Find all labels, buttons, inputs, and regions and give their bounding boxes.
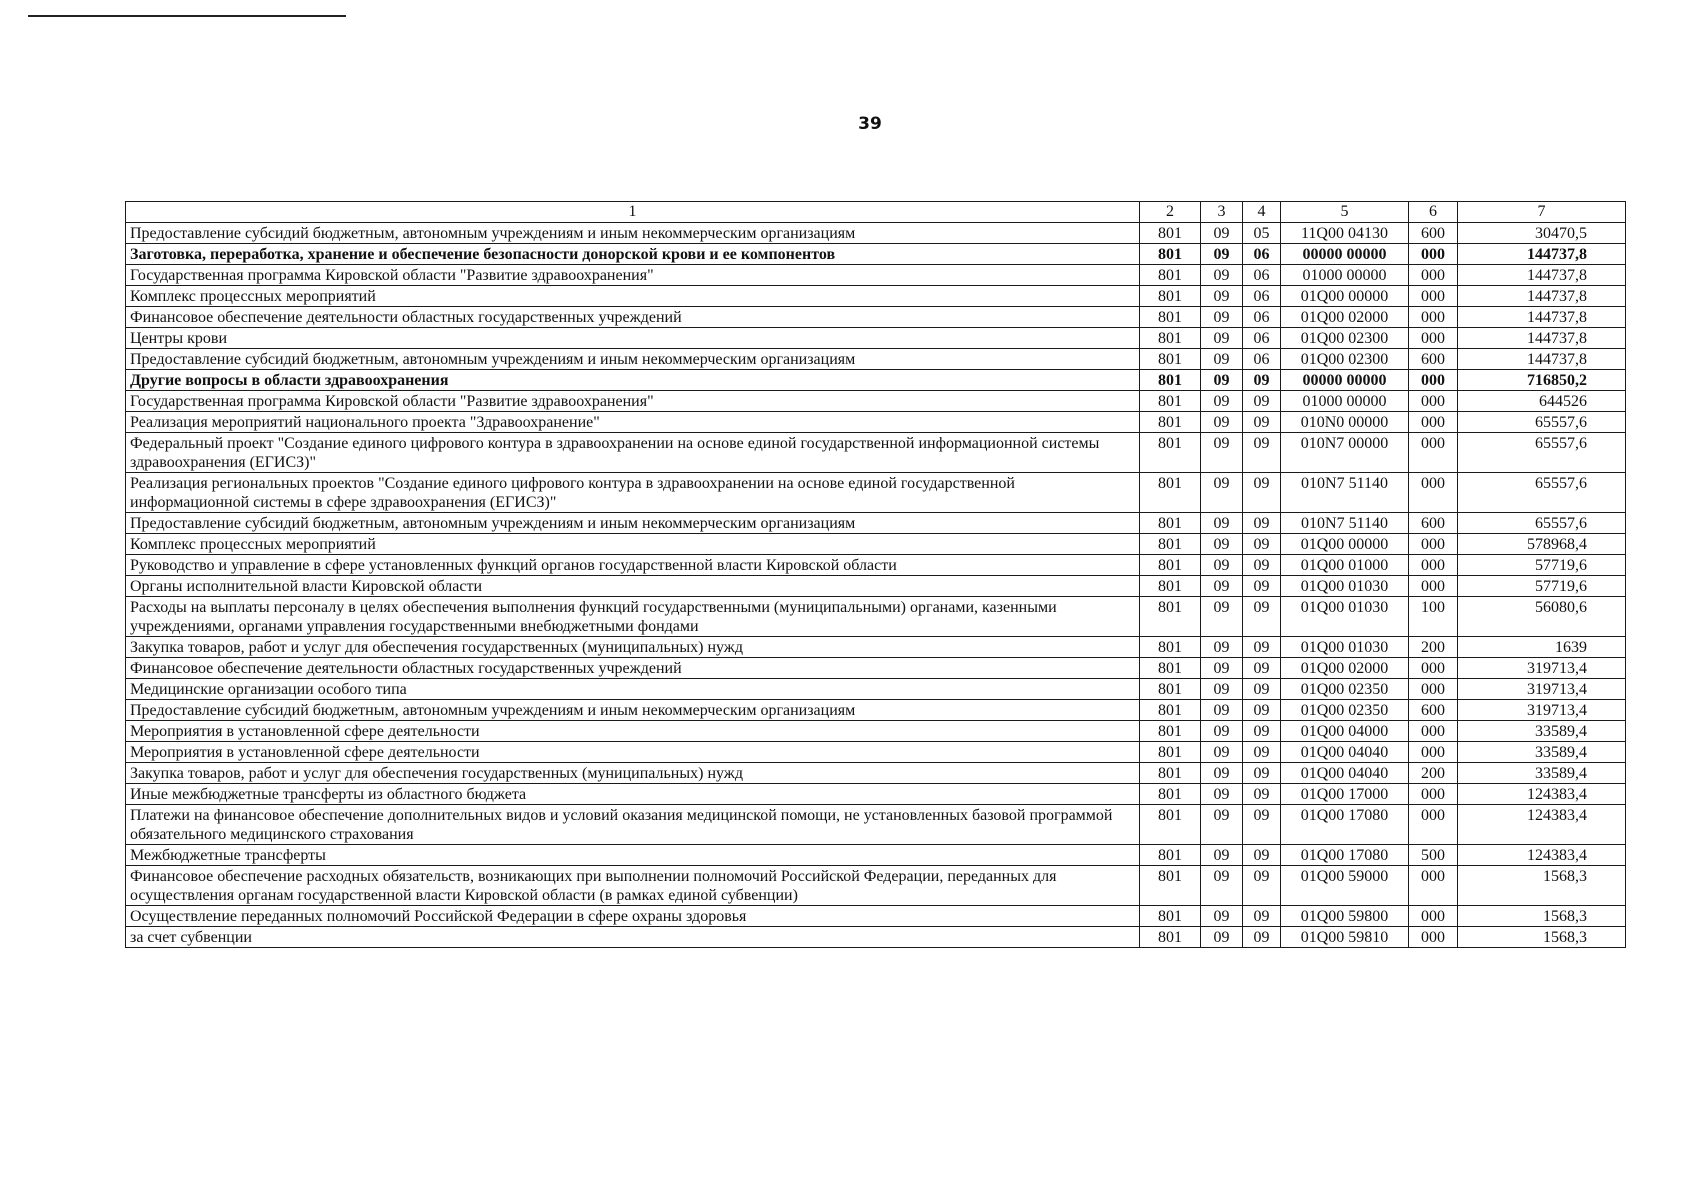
header-cell: 4 xyxy=(1243,202,1281,223)
section-code-cell: 09 xyxy=(1201,927,1243,948)
table-row xyxy=(126,721,1626,742)
subsection-code-cell: 09 xyxy=(1243,742,1281,763)
amount-cell: 144737,8 xyxy=(1458,286,1626,307)
amount-cell: 319713,4 xyxy=(1458,700,1626,721)
ministry-code-cell: 801 xyxy=(1140,391,1201,412)
item-name-cell: Платежи на финансовое обеспечение дополнительных видов и условий оказания медицинской помощи, не установленных базовой программой обязательного медицинского страхования xyxy=(126,805,1140,845)
item-name-cell: Реализация региональных проектов "Создание единого цифрового контура в здравоохранении на основе единой государственной информационной системы в сфере здравоохранения (ЕГИСЗ)" xyxy=(126,473,1140,513)
section-code-cell: 09 xyxy=(1201,637,1243,658)
amount-cell: 144737,8 xyxy=(1458,244,1626,265)
target-article-cell: 010N7 51140 xyxy=(1281,473,1409,513)
item-name-cell: Закупка товаров, работ и услуг для обеспечения государственных (муниципальных) нужд xyxy=(126,637,1140,658)
amount-cell: 33589,4 xyxy=(1458,721,1626,742)
item-name-cell: Государственная программа Кировской области "Развитие здравоохранения" xyxy=(126,391,1140,412)
table-row xyxy=(126,906,1626,927)
item-name-cell: Иные межбюджетные трансферты из областного бюджета xyxy=(126,784,1140,805)
ministry-code-cell: 801 xyxy=(1140,433,1201,473)
table-row xyxy=(126,391,1626,412)
target-article-cell: 01Q00 59000 xyxy=(1281,866,1409,906)
item-name-cell: Центры крови xyxy=(126,328,1140,349)
ministry-code-cell: 801 xyxy=(1140,473,1201,513)
amount-cell: 1639 xyxy=(1458,637,1626,658)
target-article-cell: 01Q00 04040 xyxy=(1281,742,1409,763)
subsection-code-cell: 06 xyxy=(1243,265,1281,286)
page-number: 39 xyxy=(858,114,882,134)
subsection-code-cell: 09 xyxy=(1243,700,1281,721)
expense-type-cell: 000 xyxy=(1409,244,1458,265)
amount-cell: 319713,4 xyxy=(1458,679,1626,700)
expense-type-cell: 000 xyxy=(1409,742,1458,763)
expense-type-cell: 000 xyxy=(1409,927,1458,948)
section-code-cell: 09 xyxy=(1201,576,1243,597)
expense-type-cell: 000 xyxy=(1409,721,1458,742)
subsection-code-cell: 09 xyxy=(1243,370,1281,391)
ministry-code-cell: 801 xyxy=(1140,906,1201,927)
expense-type-cell: 000 xyxy=(1409,576,1458,597)
header-cell: 3 xyxy=(1201,202,1243,223)
header-cell: 5 xyxy=(1281,202,1409,223)
ministry-code-cell: 801 xyxy=(1140,658,1201,679)
subsection-code-cell: 09 xyxy=(1243,805,1281,845)
section-code-cell: 09 xyxy=(1201,679,1243,700)
table-row xyxy=(126,307,1626,328)
item-name-cell: Медицинские организации особого типа xyxy=(126,679,1140,700)
ministry-code-cell: 801 xyxy=(1140,763,1201,784)
expense-type-cell: 100 xyxy=(1409,597,1458,637)
subsection-code-cell: 05 xyxy=(1243,223,1281,244)
section-code-cell: 09 xyxy=(1201,328,1243,349)
subsection-code-cell: 09 xyxy=(1243,763,1281,784)
item-name-cell: Закупка товаров, работ и услуг для обеспечения государственных (муниципальных) нужд xyxy=(126,763,1140,784)
amount-cell: 65557,6 xyxy=(1458,473,1626,513)
item-name-cell: Мероприятия в установленной сфере деятельности xyxy=(126,742,1140,763)
budget-table xyxy=(125,201,1626,948)
amount-cell: 57719,6 xyxy=(1458,555,1626,576)
subsection-code-cell: 06 xyxy=(1243,244,1281,265)
section-code-cell: 09 xyxy=(1201,721,1243,742)
header-cell: 1 xyxy=(126,202,1140,223)
subsection-code-cell: 06 xyxy=(1243,349,1281,370)
ministry-code-cell: 801 xyxy=(1140,597,1201,637)
section-code-cell: 09 xyxy=(1201,700,1243,721)
section-code-cell: 09 xyxy=(1201,763,1243,784)
target-article-cell: 01Q00 17080 xyxy=(1281,845,1409,866)
ministry-code-cell: 801 xyxy=(1140,721,1201,742)
subsection-code-cell: 09 xyxy=(1243,637,1281,658)
ministry-code-cell: 801 xyxy=(1140,286,1201,307)
expense-type-cell: 000 xyxy=(1409,805,1458,845)
header-cell: 2 xyxy=(1140,202,1201,223)
table-row xyxy=(126,328,1626,349)
section-code-cell: 09 xyxy=(1201,866,1243,906)
item-name-cell: Руководство и управление в сфере установленных функций органов государственной власти Кировской области xyxy=(126,555,1140,576)
table-row xyxy=(126,576,1626,597)
amount-cell: 124383,4 xyxy=(1458,805,1626,845)
ministry-code-cell: 801 xyxy=(1140,534,1201,555)
table-row xyxy=(126,637,1626,658)
subsection-code-cell: 06 xyxy=(1243,328,1281,349)
item-name-cell: Финансовое обеспечение расходных обязательств, возникающих при выполнении полномочий Российской Федерации, переданных для осуществления органам государственной власти Кировской области (в рамках единой субвенции) xyxy=(126,866,1140,906)
table-row xyxy=(126,555,1626,576)
section-code-cell: 09 xyxy=(1201,307,1243,328)
amount-cell: 716850,2 xyxy=(1458,370,1626,391)
item-name-cell: Предоставление субсидий бюджетным, автономным учреждениям и иным некоммерческим организациям xyxy=(126,349,1140,370)
ministry-code-cell: 801 xyxy=(1140,927,1201,948)
amount-cell: 57719,6 xyxy=(1458,576,1626,597)
section-code-cell: 09 xyxy=(1201,845,1243,866)
expense-type-cell: 000 xyxy=(1409,534,1458,555)
subsection-code-cell: 09 xyxy=(1243,433,1281,473)
target-article-cell: 01Q00 59800 xyxy=(1281,906,1409,927)
item-name-cell: Реализация мероприятий национального проекта "Здравоохранение" xyxy=(126,412,1140,433)
item-name-cell: Предоставление субсидий бюджетным, автономным учреждениям и иным некоммерческим организациям xyxy=(126,223,1140,244)
amount-cell: 124383,4 xyxy=(1458,845,1626,866)
table-row xyxy=(126,679,1626,700)
target-article-cell: 01Q00 01030 xyxy=(1281,637,1409,658)
target-article-cell: 01Q00 04000 xyxy=(1281,721,1409,742)
expense-type-cell: 000 xyxy=(1409,286,1458,307)
ministry-code-cell: 801 xyxy=(1140,513,1201,534)
ministry-code-cell: 801 xyxy=(1140,845,1201,866)
table-row xyxy=(126,658,1626,679)
target-article-cell: 11Q00 04130 xyxy=(1281,223,1409,244)
ministry-code-cell: 801 xyxy=(1140,637,1201,658)
amount-cell: 644526 xyxy=(1458,391,1626,412)
amount-cell: 1568,3 xyxy=(1458,906,1626,927)
item-name-cell: Другие вопросы в области здравоохранения xyxy=(126,370,1140,391)
subsection-code-cell: 09 xyxy=(1243,513,1281,534)
amount-cell: 578968,4 xyxy=(1458,534,1626,555)
table-body xyxy=(126,223,1626,948)
ministry-code-cell: 801 xyxy=(1140,866,1201,906)
item-name-cell: Финансовое обеспечение деятельности областных государственных учреждений xyxy=(126,307,1140,328)
table-row xyxy=(126,370,1626,391)
section-code-cell: 09 xyxy=(1201,534,1243,555)
expense-type-cell: 500 xyxy=(1409,845,1458,866)
amount-cell: 65557,6 xyxy=(1458,513,1626,534)
target-article-cell: 01Q00 01030 xyxy=(1281,597,1409,637)
section-code-cell: 09 xyxy=(1201,370,1243,391)
expense-type-cell: 000 xyxy=(1409,866,1458,906)
section-code-cell: 09 xyxy=(1201,433,1243,473)
expense-type-cell: 000 xyxy=(1409,658,1458,679)
table-row xyxy=(126,866,1626,906)
section-code-cell: 09 xyxy=(1201,391,1243,412)
target-article-cell: 01Q00 02350 xyxy=(1281,679,1409,700)
amount-cell: 65557,6 xyxy=(1458,412,1626,433)
expense-type-cell: 000 xyxy=(1409,370,1458,391)
item-name-cell: Мероприятия в установленной сфере деятельности xyxy=(126,721,1140,742)
table-row xyxy=(126,223,1626,244)
table-row xyxy=(126,265,1626,286)
section-code-cell: 09 xyxy=(1201,286,1243,307)
ministry-code-cell: 801 xyxy=(1140,244,1201,265)
expense-type-cell: 000 xyxy=(1409,784,1458,805)
target-article-cell: 00000 00000 xyxy=(1281,244,1409,265)
amount-cell: 144737,8 xyxy=(1458,265,1626,286)
subsection-code-cell: 09 xyxy=(1243,391,1281,412)
expense-type-cell: 000 xyxy=(1409,555,1458,576)
table-row xyxy=(126,244,1626,265)
expense-type-cell: 000 xyxy=(1409,906,1458,927)
amount-cell: 144737,8 xyxy=(1458,328,1626,349)
subsection-code-cell: 09 xyxy=(1243,658,1281,679)
amount-cell: 144737,8 xyxy=(1458,349,1626,370)
amount-cell: 144737,8 xyxy=(1458,307,1626,328)
table-row xyxy=(126,927,1626,948)
target-article-cell: 01Q00 01000 xyxy=(1281,555,1409,576)
header-row xyxy=(126,202,1626,223)
ministry-code-cell: 801 xyxy=(1140,784,1201,805)
expense-type-cell: 000 xyxy=(1409,307,1458,328)
section-code-cell: 09 xyxy=(1201,805,1243,845)
section-code-cell: 09 xyxy=(1201,412,1243,433)
target-article-cell: 00000 00000 xyxy=(1281,370,1409,391)
ministry-code-cell: 801 xyxy=(1140,412,1201,433)
table-row xyxy=(126,742,1626,763)
amount-cell: 30470,5 xyxy=(1458,223,1626,244)
item-name-cell: Органы исполнительной власти Кировской области xyxy=(126,576,1140,597)
subsection-code-cell: 09 xyxy=(1243,927,1281,948)
table-row xyxy=(126,433,1626,473)
subsection-code-cell: 09 xyxy=(1243,679,1281,700)
amount-cell: 124383,4 xyxy=(1458,784,1626,805)
item-name-cell: Комплекс процессных мероприятий xyxy=(126,534,1140,555)
ministry-code-cell: 801 xyxy=(1140,265,1201,286)
table-row xyxy=(126,534,1626,555)
section-code-cell: 09 xyxy=(1201,473,1243,513)
table-row xyxy=(126,784,1626,805)
target-article-cell: 01Q00 01030 xyxy=(1281,576,1409,597)
section-code-cell: 09 xyxy=(1201,906,1243,927)
expense-type-cell: 600 xyxy=(1409,513,1458,534)
ministry-code-cell: 801 xyxy=(1140,555,1201,576)
item-name-cell: Финансовое обеспечение деятельности областных государственных учреждений xyxy=(126,658,1140,679)
subsection-code-cell: 06 xyxy=(1243,286,1281,307)
ministry-code-cell: 801 xyxy=(1140,307,1201,328)
amount-cell: 1568,3 xyxy=(1458,927,1626,948)
table-row xyxy=(126,286,1626,307)
section-code-cell: 09 xyxy=(1201,742,1243,763)
target-article-cell: 01Q00 59810 xyxy=(1281,927,1409,948)
expense-type-cell: 000 xyxy=(1409,412,1458,433)
target-article-cell: 01Q00 02300 xyxy=(1281,349,1409,370)
subsection-code-cell: 09 xyxy=(1243,555,1281,576)
table-row xyxy=(126,597,1626,637)
item-name-cell: Предоставление субсидий бюджетным, автономным учреждениям и иным некоммерческим организациям xyxy=(126,700,1140,721)
target-article-cell: 01Q00 02000 xyxy=(1281,658,1409,679)
target-article-cell: 01Q00 02000 xyxy=(1281,307,1409,328)
target-article-cell: 01Q00 00000 xyxy=(1281,534,1409,555)
table-row xyxy=(126,473,1626,513)
expense-type-cell: 000 xyxy=(1409,473,1458,513)
section-code-cell: 09 xyxy=(1201,784,1243,805)
ministry-code-cell: 801 xyxy=(1140,349,1201,370)
ministry-code-cell: 801 xyxy=(1140,223,1201,244)
expense-type-cell: 600 xyxy=(1409,223,1458,244)
target-article-cell: 01Q00 02350 xyxy=(1281,700,1409,721)
expense-type-cell: 000 xyxy=(1409,679,1458,700)
table-row xyxy=(126,700,1626,721)
target-article-cell: 01Q00 00000 xyxy=(1281,286,1409,307)
item-name-cell: Межбюджетные трансферты xyxy=(126,845,1140,866)
ministry-code-cell: 801 xyxy=(1140,328,1201,349)
subsection-code-cell: 09 xyxy=(1243,412,1281,433)
amount-cell: 1568,3 xyxy=(1458,866,1626,906)
header-cell: 7 xyxy=(1458,202,1626,223)
expense-type-cell: 000 xyxy=(1409,391,1458,412)
target-article-cell: 01Q00 17000 xyxy=(1281,784,1409,805)
table-row xyxy=(126,805,1626,845)
target-article-cell: 01Q00 17080 xyxy=(1281,805,1409,845)
target-article-cell: 010N7 51140 xyxy=(1281,513,1409,534)
target-article-cell: 01Q00 02300 xyxy=(1281,328,1409,349)
amount-cell: 56080,6 xyxy=(1458,597,1626,637)
subsection-code-cell: 09 xyxy=(1243,845,1281,866)
section-code-cell: 09 xyxy=(1201,513,1243,534)
item-name-cell: Расходы на выплаты персоналу в целях обеспечения выполнения функций государственными (муниципальными) органами, казенными учреждениями, органами управления государственными внебюджетными фондами xyxy=(126,597,1140,637)
expense-type-cell: 000 xyxy=(1409,328,1458,349)
subsection-code-cell: 09 xyxy=(1243,906,1281,927)
subsection-code-cell: 09 xyxy=(1243,576,1281,597)
item-name-cell: Федеральный проект "Создание единого цифрового контура в здравоохранении на основе единой государственной информационной системы здравоохранения (ЕГИСЗ)" xyxy=(126,433,1140,473)
table-row xyxy=(126,349,1626,370)
ministry-code-cell: 801 xyxy=(1140,679,1201,700)
expense-type-cell: 000 xyxy=(1409,265,1458,286)
section-code-cell: 09 xyxy=(1201,658,1243,679)
subsection-code-cell: 09 xyxy=(1243,597,1281,637)
ministry-code-cell: 801 xyxy=(1140,700,1201,721)
target-article-cell: 01Q00 04040 xyxy=(1281,763,1409,784)
amount-cell: 33589,4 xyxy=(1458,742,1626,763)
table-row xyxy=(126,845,1626,866)
expense-type-cell: 000 xyxy=(1409,433,1458,473)
section-code-cell: 09 xyxy=(1201,555,1243,576)
ministry-code-cell: 801 xyxy=(1140,576,1201,597)
section-code-cell: 09 xyxy=(1201,597,1243,637)
subsection-code-cell: 09 xyxy=(1243,534,1281,555)
ministry-code-cell: 801 xyxy=(1140,805,1201,845)
expense-type-cell: 600 xyxy=(1409,349,1458,370)
item-name-cell: за счет субвенции xyxy=(126,927,1140,948)
section-code-cell: 09 xyxy=(1201,223,1243,244)
amount-cell: 33589,4 xyxy=(1458,763,1626,784)
target-article-cell: 010N7 00000 xyxy=(1281,433,1409,473)
table-row xyxy=(126,763,1626,784)
expense-type-cell: 600 xyxy=(1409,700,1458,721)
subsection-code-cell: 09 xyxy=(1243,721,1281,742)
subsection-code-cell: 09 xyxy=(1243,473,1281,513)
amount-cell: 319713,4 xyxy=(1458,658,1626,679)
item-name-cell: Заготовка, переработка, хранение и обеспечение безопасности донорской крови и ее компонентов xyxy=(126,244,1140,265)
target-article-cell: 010N0 00000 xyxy=(1281,412,1409,433)
amount-cell: 65557,6 xyxy=(1458,433,1626,473)
expense-type-cell: 200 xyxy=(1409,637,1458,658)
subsection-code-cell: 09 xyxy=(1243,784,1281,805)
section-code-cell: 09 xyxy=(1201,349,1243,370)
table-row xyxy=(126,513,1626,534)
target-article-cell: 01000 00000 xyxy=(1281,391,1409,412)
top-rule xyxy=(28,15,346,17)
ministry-code-cell: 801 xyxy=(1140,370,1201,391)
expense-type-cell: 200 xyxy=(1409,763,1458,784)
item-name-cell: Комплекс процессных мероприятий xyxy=(126,286,1140,307)
section-code-cell: 09 xyxy=(1201,244,1243,265)
item-name-cell: Осуществление переданных полномочий Российской Федерации в сфере охраны здоровья xyxy=(126,906,1140,927)
item-name-cell: Предоставление субсидий бюджетным, автономным учреждениям и иным некоммерческим организациям xyxy=(126,513,1140,534)
ministry-code-cell: 801 xyxy=(1140,742,1201,763)
table-row xyxy=(126,412,1626,433)
subsection-code-cell: 06 xyxy=(1243,307,1281,328)
subsection-code-cell: 09 xyxy=(1243,866,1281,906)
item-name-cell: Государственная программа Кировской области "Развитие здравоохранения" xyxy=(126,265,1140,286)
header-cell: 6 xyxy=(1409,202,1458,223)
section-code-cell: 09 xyxy=(1201,265,1243,286)
target-article-cell: 01000 00000 xyxy=(1281,265,1409,286)
